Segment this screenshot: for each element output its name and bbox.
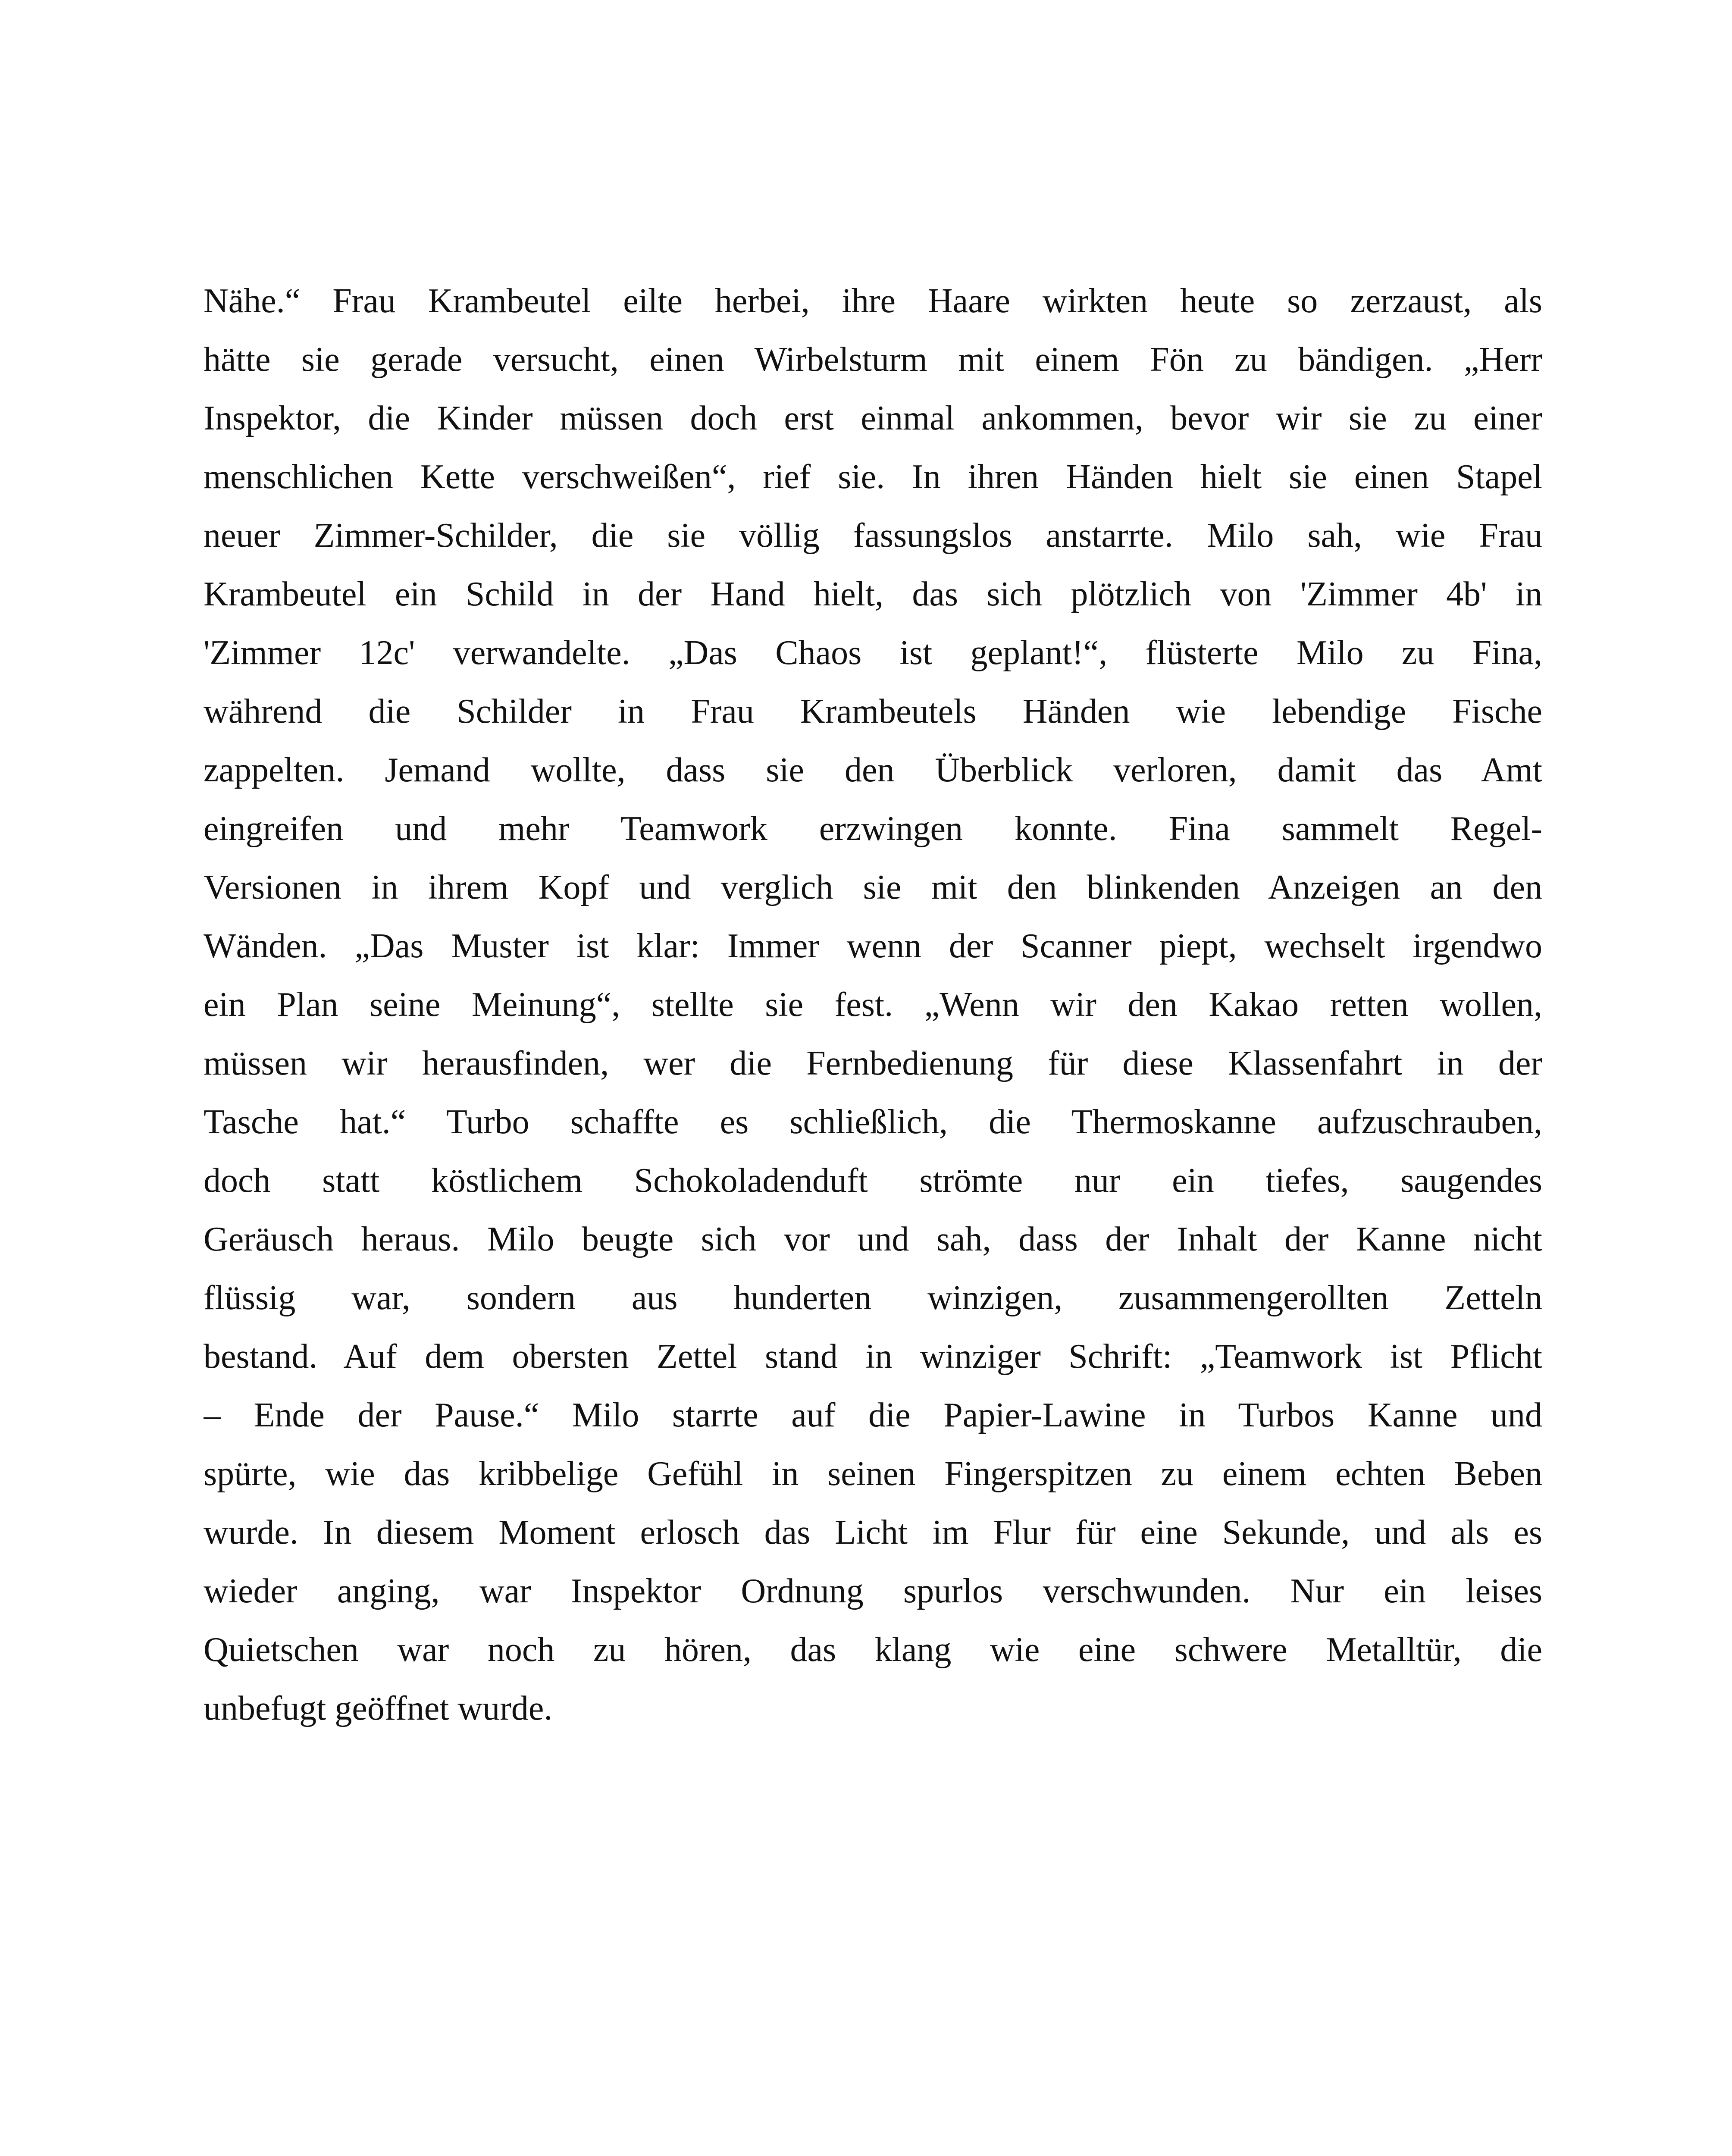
text-line: bestand. Auf dem obersten Zettel stand in winziger Schrift: „Teamwork ist Pflicht bbox=[204, 1338, 1542, 1376]
text-line: Nähe.“ Frau Krambeutel eilte herbei, ihre Haare wirkten heute so zerzaust, als bbox=[204, 282, 1542, 320]
text-line: menschlichen Kette verschweißen“, rief sie. In ihren Händen hielt sie einen Stapel bbox=[204, 458, 1542, 496]
text-line: wurde. In diesem Moment erlosch das Licht im Flur für eine Sekunde, und als es bbox=[204, 1514, 1542, 1551]
text-line: hätte sie gerade versucht, einen Wirbelsturm mit einem Fön zu bändigen. „Herr bbox=[204, 341, 1542, 379]
text-line: 'Zimmer 12c' verwandelte. „Das Chaos ist geplant!“, flüsterte Milo zu Fina, bbox=[204, 634, 1542, 672]
text-line: ein Plan seine Meinung“, stellte sie fest. „Wenn wir den Kakao retten wollen, bbox=[204, 986, 1542, 1024]
text-line: doch statt köstlichem Schokoladenduft strömte nur ein tiefes, saugendes bbox=[204, 1162, 1542, 1200]
text-line: Tasche hat.“ Turbo schaffte es schließlich, die Thermoskanne aufzuschrauben, bbox=[204, 1103, 1542, 1141]
text-line: flüssig war, sondern aus hunderten winzigen, zusammengerollten Zetteln bbox=[204, 1279, 1542, 1317]
text-line: eingreifen und mehr Teamwork erzwingen konnte. Fina sammelt Regel- bbox=[204, 810, 1542, 848]
text-line: Geräusch heraus. Milo beugte sich vor und sah, dass der Inhalt der Kanne nicht bbox=[204, 1220, 1542, 1258]
text-line: müssen wir herausfinden, wer die Fernbedienung für diese Klassenfahrt in der bbox=[204, 1044, 1542, 1082]
text-line: unbefugt geöffnet wurde. bbox=[204, 1689, 553, 1727]
text-line: Krambeutel ein Schild in der Hand hielt, das sich plötzlich von 'Zimmer 4b' in bbox=[204, 575, 1542, 613]
text-line: wieder anging, war Inspektor Ordnung spurlos verschwunden. Nur ein leises bbox=[204, 1572, 1542, 1610]
text-line: Quietschen war noch zu hören, das klang wie eine schwere Metalltür, die bbox=[204, 1631, 1542, 1669]
text-line: Inspektor, die Kinder müssen doch erst einmal ankommen, bevor wir sie zu einer bbox=[204, 399, 1542, 437]
text-line: spürte, wie das kribbelige Gefühl in seinen Fingerspitzen zu einem echten Beben bbox=[204, 1455, 1542, 1493]
text-line: zappelten. Jemand wollte, dass sie den Überblick verloren, damit das Amt bbox=[204, 751, 1542, 789]
text-line: Wänden. „Das Muster ist klar: Immer wenn der Scanner piept, wechselt irgendwo bbox=[204, 927, 1542, 965]
body-paragraph bbox=[204, 272, 1542, 1738]
text-line: Versionen in ihrem Kopf und verglich sie mit den blinkenden Anzeigen an den bbox=[204, 868, 1542, 906]
text-line: – Ende der Pause.“ Milo starrte auf die Papier-Lawine in Turbos Kanne und bbox=[204, 1396, 1542, 1434]
text-line: während die Schilder in Frau Krambeutels Händen wie lebendige Fische bbox=[204, 693, 1542, 730]
text-line: neuer Zimmer-Schilder, die sie völlig fassungslos anstarrte. Milo sah, wie Frau bbox=[204, 517, 1542, 555]
